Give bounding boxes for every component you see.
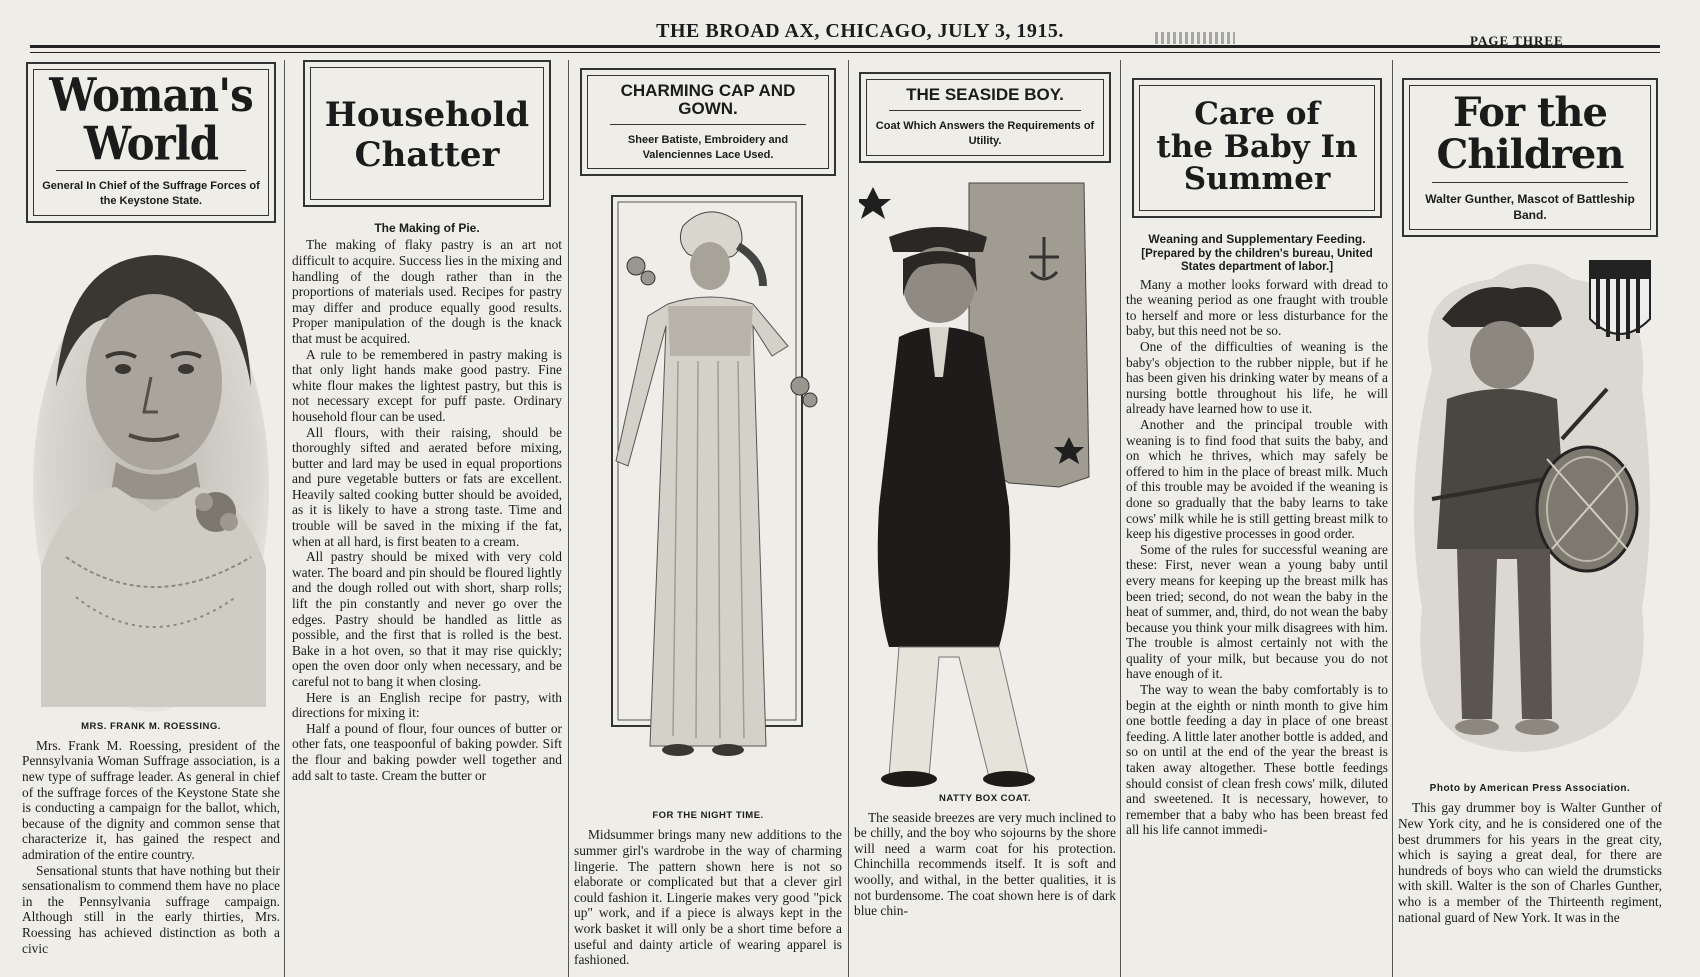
article-body (22, 738, 280, 956)
paragraph: The seaside breezes are very much inclined to be chilly, and the boy who sojourns by the shore will need a warm coat for his protection. Chinchilla recommends itself. It is soft and woolly, and withal, in the better qualities, it is not burdensome. The coat shown here is of dark blue chin- (854, 809, 1116, 919)
headline: THE SEASIDE BOY. (906, 85, 1064, 104)
paragraph: One of the difficulties of weaning is the baby's objection to the rubber nipple, but if he has been given his drinking water by means of a nursing bottle throughout his life, he will already have learned how to use it. (1126, 339, 1388, 417)
paragraph: Some of the rules for successful weaning are these: First, never wean a young baby until every means for keeping up the breast milk has been tried; second, do not wean the baby in the heat of summer, and, third, do not wean the baby because you think your milk disagrees with him. The trouble is almost certainly not with the quality of your milk, but because you do not have enough of it. (1126, 541, 1388, 682)
paragraph: Another and the principal trouble with weaning is to find food that suits the baby, and on which he thrives, which may safely be offered to him in the place of breast milk. Much of this trouble may be avoided if the weaning is done so gradually that the baby learns to take cows' milk while he is still getting breast milk to keep his digestive processes in good order. (1126, 416, 1388, 542)
newspaper-title: THE BROAD AX, CHICAGO, JULY 3, 1915. (656, 20, 1064, 42)
star-icon (859, 187, 891, 219)
column-seaside-boy (854, 58, 1116, 977)
headline-line: Household (324, 95, 530, 135)
column-divider (1120, 60, 1121, 977)
headline-rule (889, 110, 1081, 111)
drummer-boy-photo (1402, 249, 1658, 779)
portrait-photo (26, 237, 276, 717)
paragraph: Half a pound of flour, four ounces of butter or other fats, one teaspoonful of baking powder. Sift the flour and baking powder well together and add salt to taste. Cream the butter or (292, 720, 562, 783)
headline-line: Summer (1183, 161, 1331, 198)
headline-box (303, 60, 551, 207)
headline-box (26, 62, 276, 223)
header-rule (30, 45, 1660, 48)
subheadline: Sheer Batiste, Embroidery and Valenciennes Lace Used. (627, 133, 789, 161)
column-womans-world (22, 58, 280, 977)
article-subhead: Weaning and Supplementary Feeding. (1148, 231, 1366, 246)
column-divider (848, 60, 849, 977)
paragraph: The making of flaky pastry is an art not difficult to acquire. Success lies in the mixing and handling of the dough rather than in the proportions of materials used. Recipes for pastry may differ and produce equally good results. Proper manipulation of the dough is the knack that must be acquired. (292, 237, 562, 346)
column-divider (568, 60, 569, 977)
column-divider (284, 60, 285, 977)
paragraph: Here is an English recipe for pastry, with directions for mixing it: (292, 689, 562, 721)
paragraph: All flours, with their raising, should be thoroughly sifted and aerated before mixing, butter and lard may be used in equal proportions and pure vegetable butters or fats are excellent. Heavily salted cooking butter should be avoided, as it is likely to have a strong taste. Time and trouble will be saved in the mixing if the fat, when at all hard, is first beaten to a cream. (292, 424, 562, 549)
paragraph: Sensational stunts that have nothing but their sensationalism to commend them have no place in the Pennsylvania suffrage campaign. Although still in the early thirties, Mrs. Roessing has achieved distinction as both a civic (22, 862, 280, 956)
headline-line: the Baby In (1156, 128, 1358, 165)
headline-box (1132, 78, 1382, 218)
subheadline: Walter Gunther, Mascot of Battleship Band. (1425, 192, 1635, 223)
headline: Woman's World (49, 68, 253, 171)
article-body (854, 810, 1116, 919)
subheadline: General In Chief of the Suffrage Forces of the Keystone State. (42, 180, 260, 208)
headline-box (1402, 78, 1658, 237)
photo-caption: MRS. FRANK M. ROESSING. (81, 720, 221, 732)
headline-rule (1432, 182, 1628, 183)
column-divider (1392, 60, 1393, 977)
article-subhead: The Making of Pie. (374, 221, 480, 236)
paragraph: The way to wean the baby comfortably is to begin at the eighth or ninth month to give him one bottle feeding a day in place of one breast feeding. A little later another bottle is added, and so on until at the end of the year the breast is taken away altogether. These bottle feedings should consist of clean fresh cows' milk, diluted and sweetened. It is necessary, however, to remember that a baby who has been breast fed all his life cannot immedi- (1126, 682, 1388, 838)
headline-box (580, 68, 836, 176)
paragraph: This gay drummer boy is Walter Gunther of New York city, and he is considered one of the best drummers for his years in the great city, which is saying a great deal, for there are hundreds of boys who can wield the drumsticks with skill. Walter is the son of Charles Gunther, who is a member of the Thirteenth regiment, national guard of New York. It was in the (1398, 800, 1662, 925)
page-number: PAGE THREE (1470, 33, 1564, 48)
ink-stamp-icon (1155, 32, 1235, 44)
nightgown-illustration (588, 186, 828, 806)
column-household-chatter (292, 58, 562, 977)
flag-shield-icon (1590, 261, 1650, 341)
headline-box (859, 72, 1111, 163)
paragraph: Many a mother looks forward with dread to the weaning period as one fraught with trouble to herself and more or less disturbance for the baby, but this need not be so. (1126, 276, 1388, 339)
headline: For the Children (1436, 89, 1624, 178)
sailor-boy-illustration (859, 177, 1111, 789)
illustration-caption: NATTY BOX COAT. (939, 792, 1031, 804)
masthead (0, 0, 1700, 58)
headline-line: Care of (1194, 96, 1320, 132)
headline: CHARMING CAP AND GOWN. (620, 81, 796, 118)
article-body (1126, 277, 1388, 838)
column-cap-and-gown (574, 58, 842, 977)
headline-line: Chatter (354, 134, 500, 175)
article-body (574, 827, 842, 967)
photo-caption: Photo by American Press Association. (1429, 783, 1631, 795)
paragraph: Midsummer brings many new additions to the summer girl's wardrobe in the way of charming lingerie. The pattern shown here is not so elaborate or complicated but that a clever girl could fashion it. Lingerie makes very good "pick up" work, and if a piece is always kept in the work basket it will only be a short time before a useful and dainty article of wearing apparel is fashioned. (574, 827, 842, 968)
article-body (1398, 800, 1662, 925)
paragraph: Mrs. Frank M. Roessing, president of the Pennsylvania Woman Suffrage association, is a new type of suffrage leader. As general in chief of the suffrage forces of the Keystone State she is conducting a campaign for the ballot, which, because of the dignity and common sense that characterize it, has gained the respect and admiration of the entire country. (22, 737, 280, 863)
column-care-of-baby (1126, 58, 1388, 977)
paragraph: All pastry should be mixed with very cold water. The board and pin should be floured lightly and the dough rolled out with short, sharp rolls; lift the pin constantly and never go over the edges. Pastry should be handled as little as possible, and the first that is rolled is the best. Bake in a hot oven, so that it may rise quickly; open the oven door only when necessary, and be careful not to bang it when closing. (292, 549, 562, 689)
header-rule-thin (30, 52, 1660, 53)
column-for-the-children (1398, 58, 1662, 977)
source-note: [Prepared by the children's bureau, United States department of labor.] (1141, 247, 1373, 273)
article-body (292, 237, 562, 783)
paragraph: A rule to be remembered in pastry making is that only light hands make good pastry. Fine white flour makes the lightest pastry, but this is not necessary except for puff paste. Ordinary household flour can be used. (292, 346, 562, 424)
subheadline: Coat Which Answers the Requirements of Utility. (875, 119, 1095, 147)
illustration-caption: FOR THE NIGHT TIME. (652, 810, 764, 822)
headline-rule (610, 124, 806, 125)
